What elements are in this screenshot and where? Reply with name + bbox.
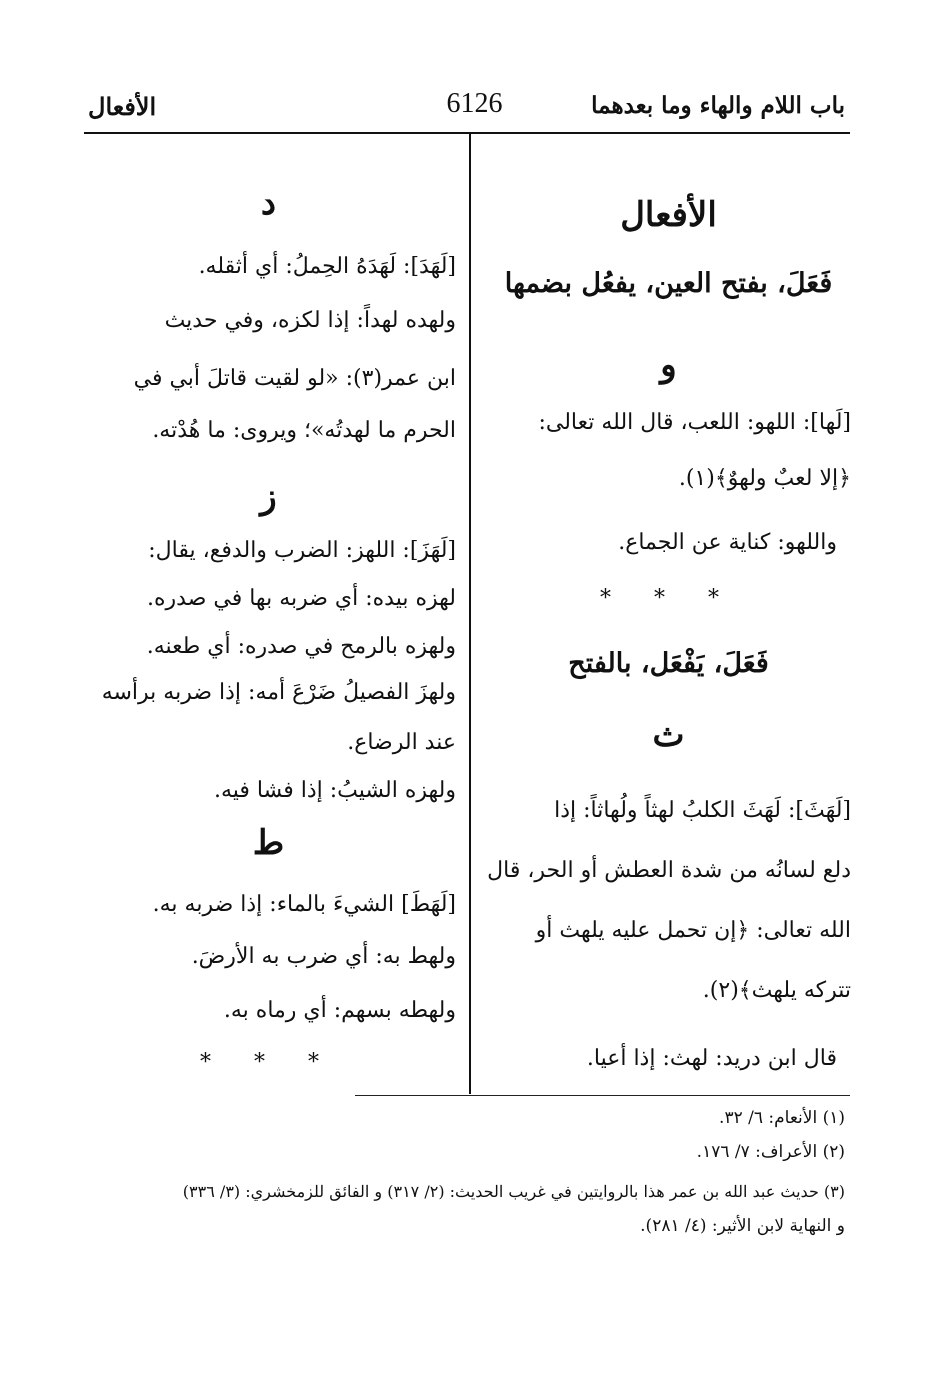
entry-laha-line-1: [لَها]: اللهو: اللعب، قال الله تعالى: <box>538 410 851 435</box>
entry-lahad-line-2: ولهده لهداً: إذا لكزه، وفي حديث <box>164 308 456 333</box>
entry-lahaz-line-5: عند الرضاع. <box>347 730 456 755</box>
running-header-chapter: باب اللام والهاء وما بعدهما <box>591 92 845 119</box>
pattern-heading-2: فَعَلَ، يَفْعَل، بالفتح <box>568 648 769 679</box>
entry-lahat-line-1: [لَهَطَ] الشيءَ بالماء: إذا ضربه به. <box>152 892 456 917</box>
entry-lahat-line-3: ولهطه بسهم: أي رماه به. <box>223 998 456 1023</box>
entry-lahaz-line-6: ولهزه الشيبُ: إذا فشا فيه. <box>213 778 456 803</box>
entry-laha-line-2: ﴿إلا لعبٌ ولهوٌ﴾(١). <box>678 466 851 491</box>
entry-lahath-line-2: دلع لسانُه من شدة العطش أو الحر، قال <box>487 858 851 883</box>
footnote-3-continued: و النهاية لابن الأثير: (٤/ ٢٨١). <box>640 1216 845 1236</box>
footnote-3: (٣) حديث عبد الله بن عمر هذا بالروايتين في غريب الحديث: (٢/ ٣١٧) و الفائق للزمخشري: (٣/ ٣٣٦) <box>182 1182 845 1201</box>
section-title: الأفعال <box>620 195 717 235</box>
entry-lahat-line-2: ولهط به: أي ضرب به الأرضَ. <box>191 944 456 969</box>
entry-lahath-line-4: تتركه يلهث﴾(٢). <box>702 978 851 1003</box>
footnote-1: (١) الأنعام: ٦/ ٣٢. <box>719 1108 845 1128</box>
entry-lahaz-line-3: ولهزه بالرمح في صدره: أي طعنه. <box>146 634 456 659</box>
letter-heading-dal: د <box>260 183 277 223</box>
entry-allahw: واللهو: كناية عن الجماع. <box>618 530 837 555</box>
entry-lahad-line-1: [لَهَدَ]: لَهَدَهُ الحِملُ: أي أثقله. <box>198 254 456 279</box>
entry-lahad-line-3: ابن عمر(٣): «لو لقيت قاتلَ أبي في <box>133 366 456 391</box>
letter-heading-zay: ز <box>260 477 277 517</box>
footnote-2: (٢) الأعراف: ٧/ ١٧٦. <box>696 1142 845 1162</box>
entry-lahaz-line-1: [لَهَزَ]: اللهز: الضرب والدفع، يقال: <box>148 538 456 563</box>
column-divider <box>469 134 471 1094</box>
footnote-rule <box>355 1095 850 1096</box>
section-separator-stars: * * * <box>600 586 737 611</box>
letter-heading-tha: ث <box>652 715 685 755</box>
page-number: 6126 <box>446 88 503 119</box>
section-separator-stars: * * * <box>200 1050 337 1075</box>
entry-lahath-line-1: [لَهَثَ]: لَهَثَ الكلبُ لهثاً ولُهاثاً: إذا <box>554 798 851 823</box>
letter-heading-waw: و <box>660 345 677 385</box>
letter-heading-ta: ط <box>252 823 285 863</box>
entry-lahaz-line-2: لهزه بيده: أي ضربه بها في صدره. <box>147 586 456 611</box>
pattern-heading-1: فَعَلَ، بفتح العين، يفعُل بضمها <box>504 268 833 299</box>
header-rule <box>84 132 850 134</box>
entry-lahaz-line-4: ولهزَ الفصيلُ ضَرْعَ أمه: إذا ضربه برأسه <box>101 680 456 705</box>
entry-lahad-line-4: الحرم ما لهدتُه»؛ ويروى: ما هُدْته. <box>152 418 456 443</box>
entry-ibn-durayd: قال ابن دريد: لهث: إذا أعيا. <box>586 1046 837 1071</box>
running-header-section: الأفعال <box>88 92 157 121</box>
entry-lahath-line-3: الله تعالى: ﴿إن تحمل عليه يلهث أو <box>535 918 851 943</box>
